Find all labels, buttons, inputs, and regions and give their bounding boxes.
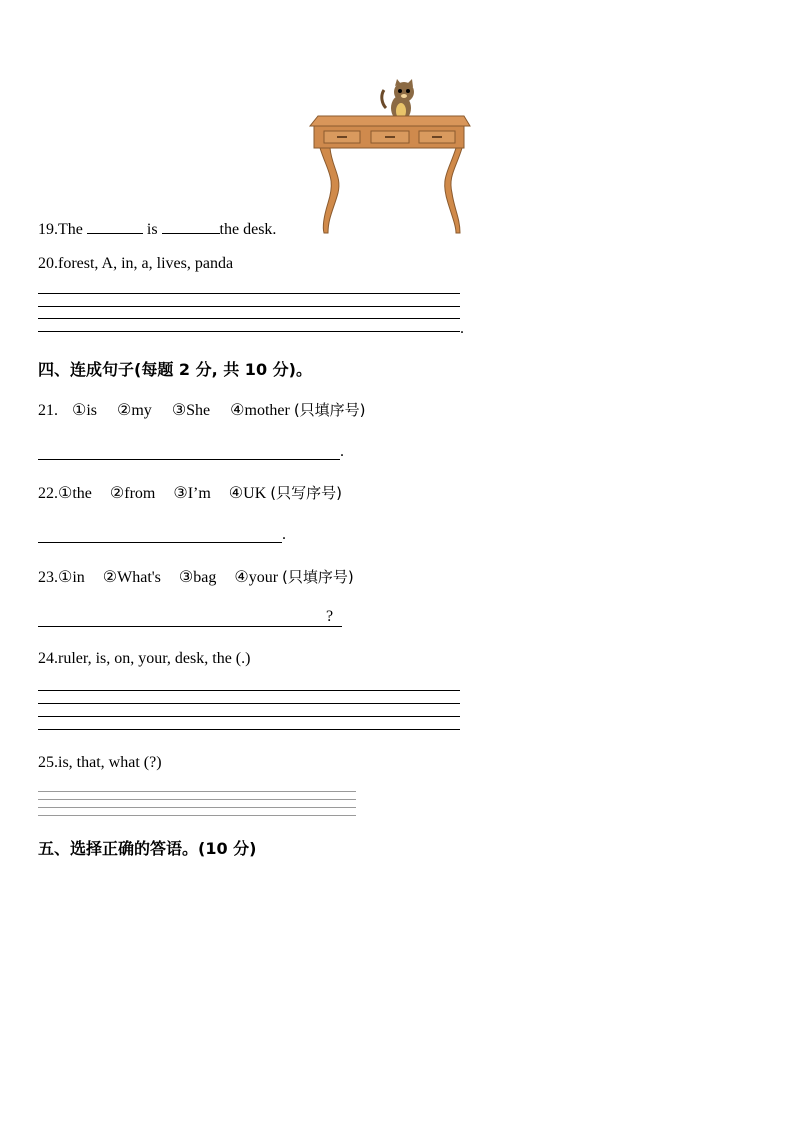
question-number: 23. (38, 569, 58, 586)
question-24-prompt: 24.ruler, is, on, your, desk, the (.) (38, 650, 251, 667)
q22-end-mark: . (282, 526, 286, 543)
q22-option-1: ①the (58, 485, 92, 502)
question-22 (38, 482, 342, 503)
question-number: 19. (38, 221, 58, 238)
question-25-prompt: 25.is, that, what (?) (38, 754, 162, 771)
section-5-heading: 五、选择正确的答语。(10 分) (38, 839, 257, 858)
q19-word-the: The (58, 221, 83, 238)
q20-writing-line-4[interactable] (38, 331, 460, 332)
q20-writing-line-2[interactable] (38, 306, 460, 307)
q24-writing-line-3[interactable] (38, 716, 460, 717)
q21-option-2: ②my (117, 402, 152, 419)
q20-writing-line-1[interactable] (38, 293, 460, 294)
q23-answer-line[interactable] (38, 626, 342, 627)
question-23 (38, 566, 354, 587)
cat-on-desk-illustration (306, 78, 476, 238)
q23-option-3: ③bag (178, 569, 217, 586)
q20-writing-line-3[interactable] (38, 318, 460, 319)
q25-writing-line-2[interactable] (38, 799, 356, 800)
q21-answer-line[interactable] (38, 459, 340, 460)
q21-hint: (只填序号) (293, 401, 366, 419)
q22-option-3: ③I’m (173, 485, 211, 502)
q23-option-2: ②What's (102, 569, 161, 586)
q23-end-mark: ? (326, 608, 334, 625)
q21-option-4: ④mother (230, 402, 290, 419)
q21-end-mark: . (340, 443, 344, 460)
q24-writing-line-1[interactable] (38, 690, 460, 691)
q19-word-is: is (146, 221, 158, 238)
q22-answer-line[interactable] (38, 542, 282, 543)
q25-writing-line-4[interactable] (38, 815, 356, 816)
question-number: 22. (38, 485, 58, 502)
q23-option-1: ①in (58, 569, 85, 586)
question-20-prompt: 20.forest, A, in, a, lives, panda (38, 255, 234, 272)
q25-writing-line-3[interactable] (38, 807, 356, 808)
q25-writing-line-1[interactable] (38, 791, 356, 792)
q19-answer-blank-2[interactable] (162, 219, 220, 234)
q23-option-4: ④your (234, 569, 279, 586)
question-number: 21. (38, 402, 58, 419)
q22-option-2: ②from (109, 485, 156, 502)
q24-writing-line-4[interactable] (38, 729, 460, 730)
q19-answer-blank-1[interactable] (87, 219, 143, 234)
q23-hint: (只填序号) (282, 568, 354, 586)
question-19 (38, 219, 276, 239)
q24-writing-line-2[interactable] (38, 703, 460, 704)
section-4-heading: 四、连成句子(每题 2 分, 共 10 分)。 (38, 360, 312, 379)
q22-hint: (只写序号) (270, 484, 342, 502)
question-21 (38, 399, 366, 420)
q21-option-3: ③She (171, 402, 211, 419)
q21-option-1: ①is (72, 402, 98, 419)
q19-word-the-desk: the desk. (219, 221, 277, 238)
q20-end-mark: . (460, 320, 464, 337)
q22-option-4: ④UK (228, 485, 267, 502)
